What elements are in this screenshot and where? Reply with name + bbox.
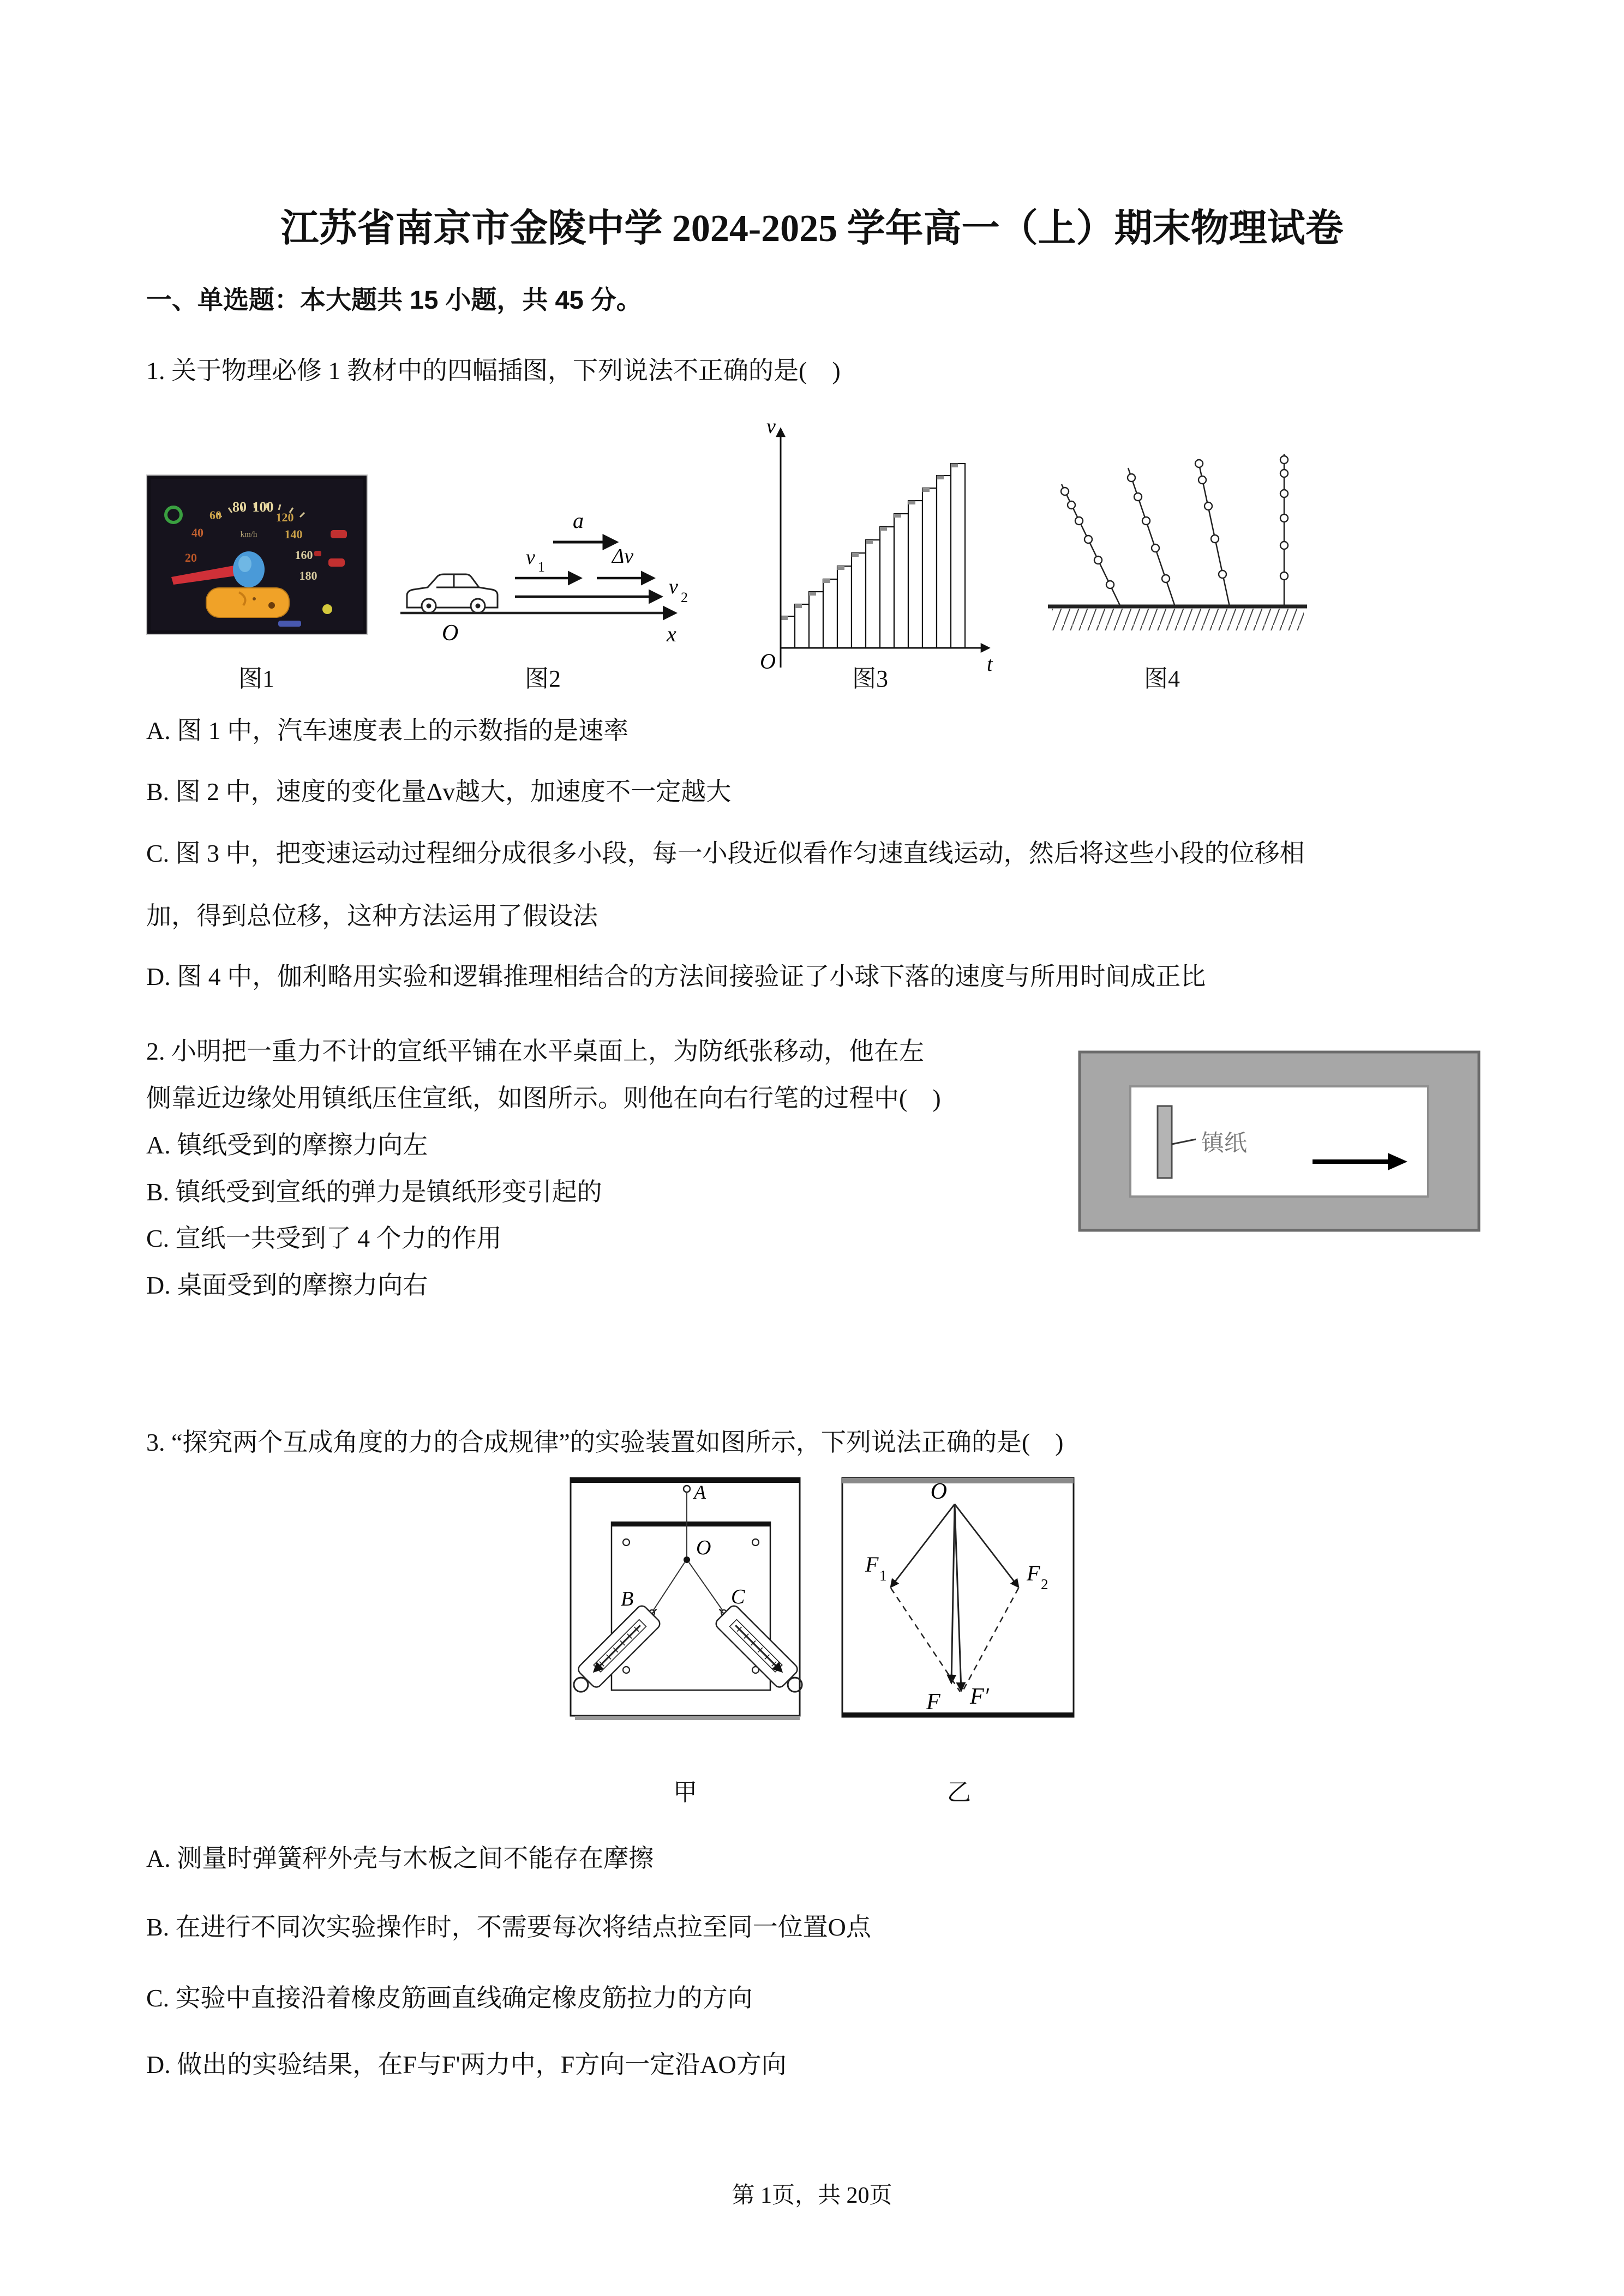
q1-option-a: A. 图 1 中，汽车速度表上的示数指的是速率 [146, 717, 629, 744]
q2-option-c: C. 宣纸一共受到了 4 个力的作用 [146, 1224, 502, 1252]
car-vectors-figure [396, 450, 695, 648]
q2-option-a: A. 镇纸受到的摩擦力向左 [146, 1131, 428, 1159]
q2-paperweight-figure [1078, 1050, 1482, 1233]
paperweight-label: 镇纸 [1201, 1131, 1248, 1156]
dial-number: 140 [284, 527, 303, 541]
label-B: B [621, 1588, 634, 1610]
q2-stem-line1: 2. 小明把一重力不计的宣纸平铺在水平桌面上，为防纸张移动，他在左 [146, 1037, 924, 1065]
label-t-axis: t [987, 653, 993, 673]
yellow-indicator-icon [322, 604, 332, 614]
q1-stem: 1. 关于物理必修 1 教材中的四幅插图，下列说法不正确的是( ) [146, 357, 841, 384]
ground-hatching [1052, 609, 1304, 630]
label-dv: Δv [612, 545, 634, 568]
q1-option-b: B. 图 2 中，速度的变化量Δv越大，加速度不一定越大 [146, 778, 732, 806]
label-A: A [694, 1481, 706, 1503]
experiment-jia-figure [567, 1472, 804, 1726]
label-origin: O [442, 621, 459, 646]
red-indicator-icon [331, 530, 347, 538]
trajectory-lines [1062, 454, 1284, 606]
q3-option-b: B. 在进行不同次实验操作时，不需要每次将结点拉至同一位置O点 [146, 1913, 871, 1941]
dial-number: 180 [299, 569, 317, 582]
label-F-prime: F′ [970, 1684, 989, 1709]
label-O: O [930, 1479, 947, 1504]
dial-unit-label: km/h [240, 530, 257, 539]
label-v-axis: v [766, 415, 776, 438]
figure4-caption: 图4 [1144, 665, 1180, 692]
label-origin: O [760, 649, 776, 673]
anchor-point-A [684, 1486, 690, 1492]
figure1-caption: 图1 [238, 665, 274, 692]
label-a: a [573, 508, 584, 533]
label-O: O [696, 1536, 711, 1559]
trajectory-balls [1061, 456, 1288, 588]
odometer-panel [206, 588, 289, 617]
label-F: F [926, 1690, 940, 1715]
q1-option-c-line2: 加，得到总位移，这种方法运用了假设法 [146, 902, 598, 930]
label-v2: v [669, 575, 678, 598]
figure2-caption: 图2 [525, 665, 561, 692]
dial-number: 120 [275, 510, 294, 524]
speedometer-figure [147, 476, 367, 634]
label-v1-sub: 1 [538, 559, 545, 575]
page-footer: 第 1页，共 20页 [732, 2183, 892, 2208]
label-v1: v [526, 546, 535, 569]
page-title: 江苏省南京市金陵中学 2024-2025 学年高一（上）期末物理试卷 [280, 208, 1344, 250]
yi-caption: 乙 [947, 1779, 971, 1806]
q3-stem: 3. “探究两个互成角度的力的合成规律”的实验装置如图所示，下列说法正确的是( ) [146, 1428, 1064, 1456]
dial-number: 40 [191, 526, 203, 539]
q2-stem-line2: 侧靠近边缘处用镇纸压住宣纸，如图所示。则他在向右行笔的过程中( ) [146, 1084, 941, 1112]
force-diagram-yi-figure [839, 1472, 1078, 1726]
q1-option-c-line1: C. 图 3 中，把变速运动过程细分成很多小段，每一小段近似看作匀速直线运动，然后将这些小段的位移相 [146, 839, 1305, 867]
red-indicator-icon [328, 558, 345, 567]
jia-caption: 甲 [673, 1779, 697, 1806]
q2-option-b: B. 镇纸受到宣纸的弹力是镇纸形变引起的 [146, 1178, 602, 1206]
label-F2-sub: 2 [1041, 1576, 1048, 1592]
rice-paper [1130, 1086, 1428, 1197]
label-C: C [731, 1585, 745, 1608]
paperweight-bar [1158, 1106, 1172, 1178]
figure1-speedometer-photo [146, 474, 368, 635]
label-F1: F [865, 1552, 879, 1577]
car-icon [407, 574, 498, 613]
label-x: x [667, 622, 676, 646]
q2-option-d: D. 桌面受到的摩擦力向右 [146, 1271, 428, 1299]
dial-number: 60 [209, 508, 221, 522]
dial-number: 80 [232, 499, 247, 515]
knot-point-O [684, 1556, 690, 1563]
paper-sheet [612, 1522, 770, 1690]
dial-number: 160 [295, 548, 313, 562]
label-F2: F [1027, 1561, 1040, 1585]
galileo-figure [1029, 442, 1328, 675]
dial-number: 100 [252, 499, 274, 515]
vt-chart-figure [754, 414, 1001, 673]
staircase-bars [781, 464, 965, 648]
q1-option-d: D. 图 4 中，伽利略用实验和逻辑推理相结合的方法间接验证了小球下落的速度与所用时间成正比 [146, 963, 1206, 990]
label-F1-sub: 1 [879, 1567, 887, 1584]
q3-option-d: D. 做出的实验结果，在F与F'两力中，F方向一定沿AO方向 [146, 2051, 787, 2078]
q3-option-c: C. 实验中直接沿着橡皮筋画直线确定橡皮筋拉力的方向 [146, 1984, 753, 2012]
section-header: 一、单选题：本大题共 15 小题，共 45 分。 [146, 285, 642, 314]
dial-number: 20 [185, 551, 197, 564]
label-v2-sub: 2 [681, 590, 688, 605]
q3-option-a: A. 测量时弹簧秤外壳与木板之间不能存在摩擦 [146, 1844, 654, 1872]
trip-button-icon [278, 621, 301, 627]
figure3-caption: 图3 [852, 665, 888, 692]
